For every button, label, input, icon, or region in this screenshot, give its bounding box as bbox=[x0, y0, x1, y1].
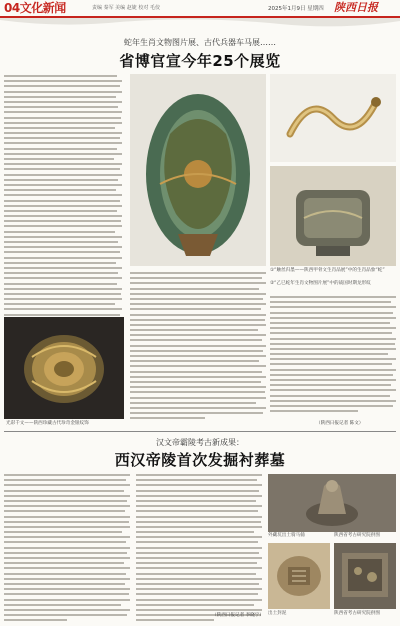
jade-ornament-artifact bbox=[130, 74, 266, 266]
story1-photo-ornament-piece bbox=[130, 74, 266, 266]
story1-photo1-caption: 光彩千文——陕西珍藏古代珍奇金银纹饰 bbox=[6, 421, 89, 426]
bronze-vessel-artifact bbox=[270, 166, 396, 266]
story2-byline: （陕西日报记者 李晓宁） bbox=[212, 613, 264, 618]
story1-photo-gold-ornament bbox=[4, 317, 124, 419]
story2-photo-seal bbox=[268, 543, 330, 609]
story1-photo-snake-ornament bbox=[270, 74, 396, 162]
story2-photo-excavation bbox=[334, 543, 396, 609]
story2-photo2-caption: 陕西省考古研究院供图 bbox=[334, 533, 380, 538]
story2-column-2 bbox=[136, 474, 262, 624]
story1-photo-bronze-vessel bbox=[270, 166, 396, 266]
editors-line: 责编 秦军 美编 赵婕 校对 毛佼 bbox=[92, 5, 160, 11]
story1-photo3-caption: ②“乙巳蛇年生肖文物图片展”中的战国时期龙形纹 bbox=[270, 281, 371, 286]
story1-column-1 bbox=[4, 75, 122, 324]
section-title: 04文化新闻 bbox=[4, 1, 66, 15]
excavation-pit-scene bbox=[334, 543, 396, 609]
story1-column-2 bbox=[130, 272, 266, 422]
clay-figurine-artifact bbox=[268, 474, 396, 532]
story1-photo2-caption: ①“触丝归墨——陕西甲骨文生肖品展”中的生肖品象“蛇” bbox=[270, 268, 385, 273]
gold-ornament-artifact bbox=[4, 317, 124, 419]
story2-photo4-caption: 陕西省考古研究院供图 bbox=[334, 611, 380, 616]
story2-headline: 西汉帝陵首次发掘衬葬墓 bbox=[114, 451, 286, 469]
story1-headline: 省博官宣今年25个展览 bbox=[119, 52, 281, 70]
story2-kicker: 汉文帝霸陵考古新成果： bbox=[156, 438, 244, 447]
masthead bbox=[0, 0, 400, 16]
story1-column-3 bbox=[270, 296, 396, 415]
story2-photo3-caption: 出土封泥 bbox=[268, 611, 287, 616]
story2-photo1-caption: 外藏坑出土骑马俑 bbox=[268, 533, 305, 538]
story1-kicker: 蛇年生肖文物图片展、古代兵器车马展…… bbox=[124, 38, 276, 47]
issue-date: 2025年1月9日 星期四 bbox=[268, 6, 324, 12]
story1-reporter-note: （陕西日报记者 陈文） bbox=[316, 421, 364, 426]
section-divider bbox=[4, 431, 396, 432]
clay-seal-artifact bbox=[268, 543, 330, 609]
snake-ornament-artifact bbox=[270, 74, 396, 162]
newspaper-logo: 陕西日报 bbox=[334, 1, 378, 14]
story2-photo-figurine bbox=[268, 474, 396, 532]
story2-column-1 bbox=[4, 474, 130, 624]
